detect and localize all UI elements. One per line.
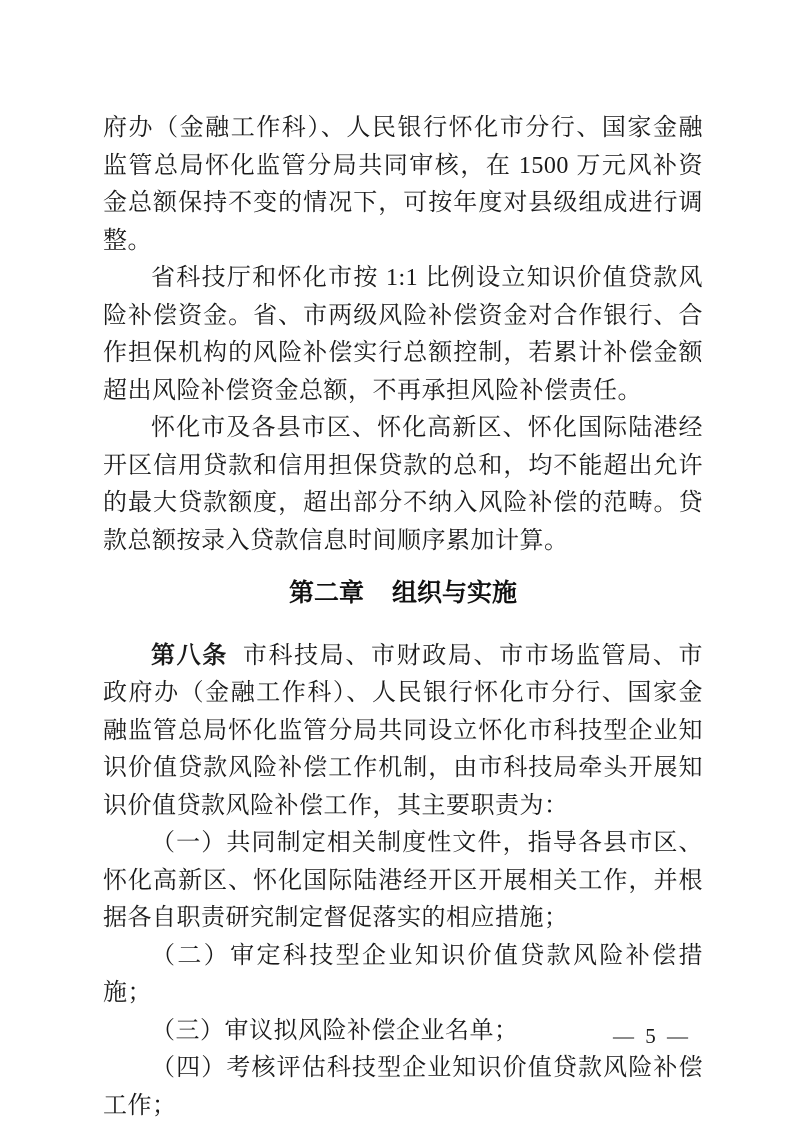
duty-item-3: （三）审议拟风险补偿企业名单； xyxy=(151,1017,519,1044)
chapter-title: 组织与实施 xyxy=(392,579,518,607)
duty-item-1: （一）共同制定相关制度性文件，指导各县市区、怀化高新区、怀化国际陆港经开区开展相关工作，并根据各自职责研究制定督促落实的相应措施； xyxy=(103,830,703,931)
chapter-number: 第二章 xyxy=(288,579,364,607)
duty-item-2: （二）审定科技型企业知识价值贷款风险补偿措施； xyxy=(103,942,703,1006)
article-number: 第八条 xyxy=(151,641,228,669)
body-paragraph: 省科技厅和怀化市按 1:1 比例设立知识价值贷款风险补偿资金。省、市两级风险补偿资金对合作银行、合作担保机构的风险补偿实行总额控制，若累计补偿金额超出风险补偿资金总额，不再承担风险补偿责任。 xyxy=(103,265,703,404)
duty-item-4: （四）考核评估科技型企业知识价值贷款风险补偿工作； xyxy=(103,1055,703,1119)
article-paragraph xyxy=(103,637,703,826)
page-content xyxy=(103,110,703,1122)
page-number: — 5 — xyxy=(613,1024,691,1048)
article-text: 市科技局、市财政局、市市场监管局、市政府办（金融工作科）、人民银行怀化市分行、国家金融监管总局怀化监管分局共同设立怀化市科技型企业知识价值贷款风险补偿工作机制，由市科技局牵头开展知识价值贷款风险补偿工作，其主要职责为： xyxy=(103,642,703,819)
body-paragraph: 怀化市及各县市区、怀化高新区、怀化国际陆港经开区信用贷款和信用担保贷款的总和，均不能超出允许的最大贷款额度，超出部分不纳入风险补偿的范畴。贷款总额按录入贷款信息时间顺序累加计算。 xyxy=(103,415,703,554)
body-paragraph-continuation: 府办（金融工作科）、人民银行怀化市分行、国家金融监管总局怀化监管分局共同审核，在 1500 万元风补资金总额保持不变的情况下，可按年度对县级组成进行调整。 xyxy=(103,115,703,254)
chapter-heading xyxy=(103,575,703,613)
